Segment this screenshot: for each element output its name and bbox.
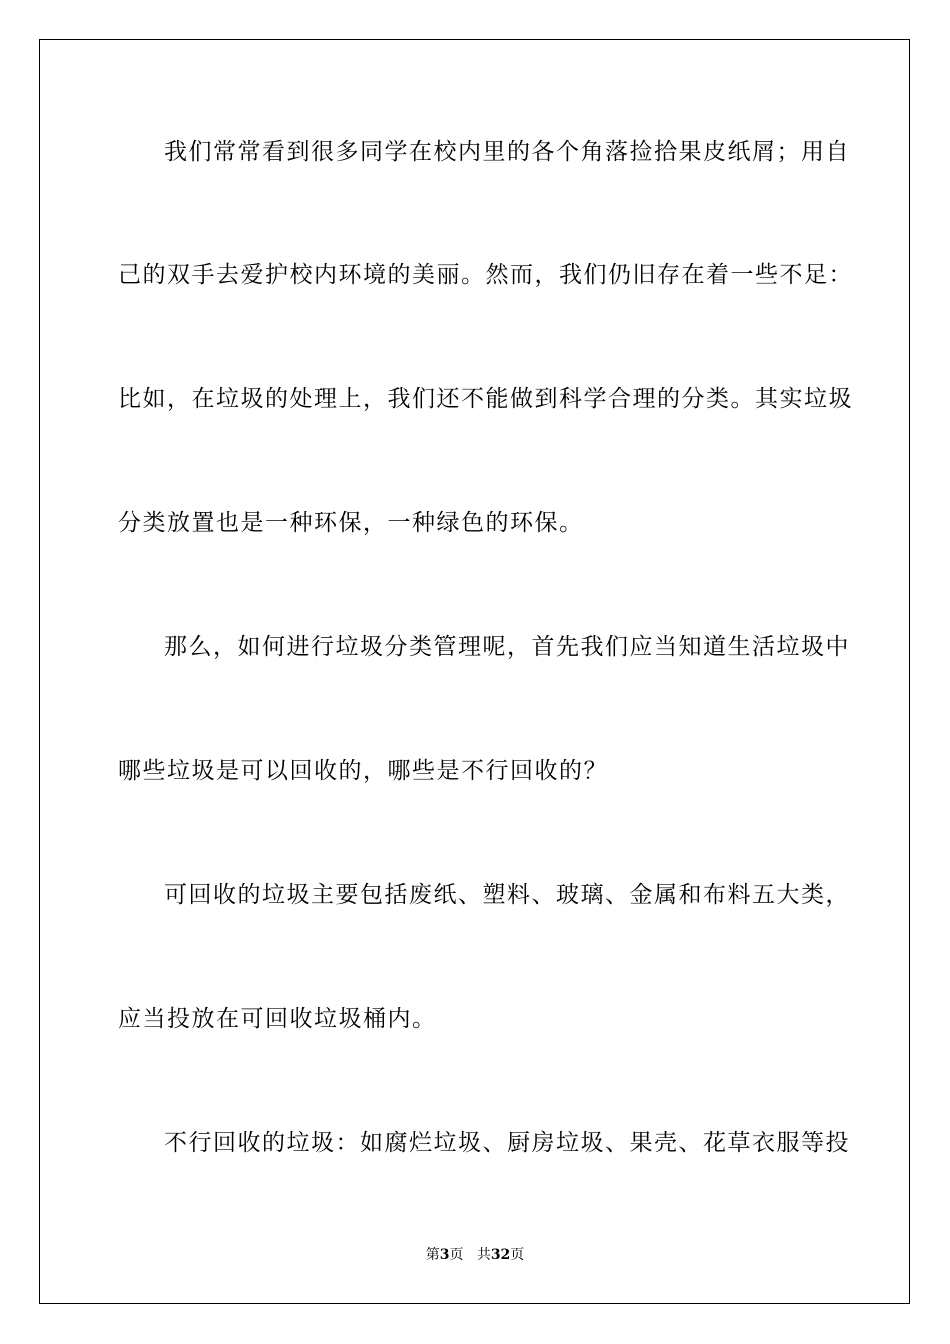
page-footer xyxy=(0,1246,950,1264)
paragraph-3-line-1: 可回收的垃圾主要包括废纸、塑料、玻璃、金属和布料五大类， xyxy=(164,882,850,908)
footer-page-number: 3 xyxy=(439,1247,450,1263)
paragraph-2-line-1: 那么，如何进行垃圾分类管理呢，首先我们应当知道生活垃圾中 xyxy=(164,634,850,660)
paragraph-2-line-2: 哪些垃圾是可以回收的，哪些是不行回收的？ xyxy=(118,758,608,784)
paragraph-1-line-1: 我们常常看到很多同学在校内里的各个角落捡拾果皮纸屑；用自 xyxy=(164,139,850,165)
paragraph-4-line-1: 不行回收的垃圾：如腐烂垃圾、厨房垃圾、果壳、花草衣服等投 xyxy=(164,1130,850,1156)
footer-total-pages: 32 xyxy=(490,1247,511,1263)
footer-page-suffix: 页 xyxy=(449,1247,464,1263)
footer-total-suffix: 页 xyxy=(510,1247,525,1263)
footer-total-prefix: 共 xyxy=(476,1247,491,1263)
paragraph-1-line-2: 己的双手去爱护校内环境的美丽。然而，我们仍旧存在着一些不足： xyxy=(118,262,853,288)
footer-page-prefix: 第 xyxy=(425,1247,440,1263)
paragraph-3-line-2: 应当投放在可回收垃圾桶内。 xyxy=(118,1006,437,1032)
paragraph-1-line-4: 分类放置也是一种环保，一种绿色的环保。 xyxy=(118,510,584,536)
page-border xyxy=(39,39,910,1304)
paragraph-1-line-3: 比如，在垃圾的处理上，我们还不能做到科学合理的分类。其实垃圾 xyxy=(118,386,853,412)
